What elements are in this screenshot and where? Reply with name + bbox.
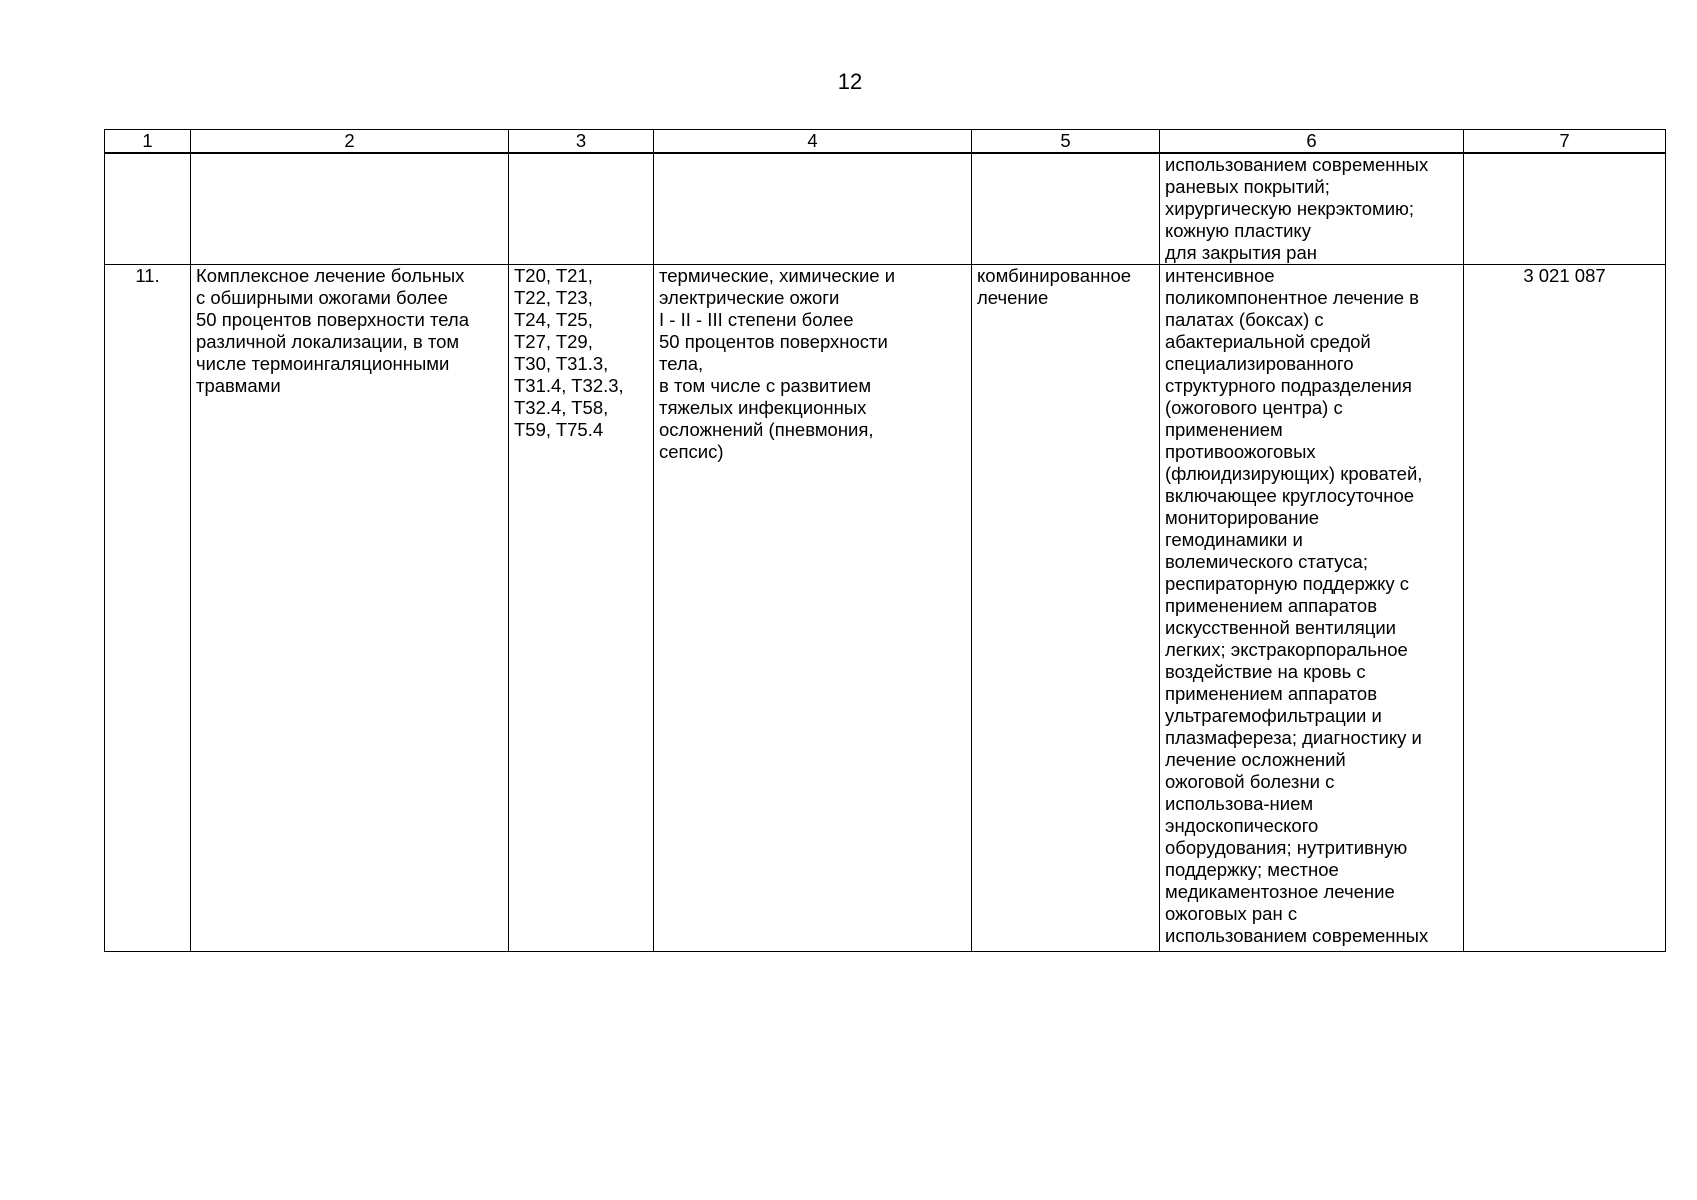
method-continuation-text: использованием современных раневых покрытий; хирургическую некрэктомию; кожную пластику для закрытия ран [1165, 154, 1429, 263]
cell-treatment-method [1160, 265, 1464, 952]
cell-empty [654, 153, 972, 265]
table-row-continuation [105, 153, 1666, 265]
cell-empty [509, 153, 654, 265]
cell-condition [654, 265, 972, 952]
column-header-3: 3 [509, 130, 654, 154]
condition-text: термические, химические и электрические ожоги I - II - III степени более 50 процентов поверхности тела, в том числе с развитием тяжелых инфекционных осложнений (пневмония, сепсис) [659, 265, 896, 462]
column-header-2: 2 [191, 130, 509, 154]
page-number: 12 [837, 69, 863, 94]
column-header-4: 4 [654, 130, 972, 154]
medical-care-table [104, 129, 1666, 952]
cell-cost [1464, 265, 1666, 952]
cell-empty [972, 153, 1160, 265]
column-header-6: 6 [1160, 130, 1464, 154]
table-row [105, 265, 1666, 952]
cell-method-continuation [1160, 153, 1464, 265]
cell-icd-codes [509, 265, 654, 952]
column-number-header-row [105, 130, 1666, 154]
row-number: 11. [135, 265, 160, 286]
treatment-type-text: комбинированное лечение [977, 265, 1132, 308]
cell-treatment-type [972, 265, 1160, 952]
column-header-5: 5 [972, 130, 1160, 154]
cell-row-number [105, 265, 191, 952]
cell-empty [191, 153, 509, 265]
icd-codes-text: T20, T21, T22, T23, T24, T25, T27, T29, T30, T31.3, T31.4, T32.3, T32.4, T58, T59, T75.4 [514, 265, 624, 440]
treatment-method-text: интенсивное поликомпонентное лечение в палатах (боксах) с абактериальной средой специализированного структурного подразделения (ожогового центра) с применением противоожоговых (флюидизирующих) кроватей, включающее круглосуточное мониторирование гемодинамики и волемического статуса; респираторную поддержку с применением аппаратов искусственной вентиляции легких; экстракорпоральное воздействие на кровь с применением аппаратов ультрагемофильтрации и плазмафереза; диагностику и лечение осложнений ожоговой болезни с использова-нием эндоскопического оборудования; нутритивную поддержку; местное медикаментозное лечение ожоговых ран с использованием современных [1165, 265, 1429, 946]
cell-care-name [191, 265, 509, 952]
care-name-text: Комплексное лечение больных с обширными ожогами более 50 процентов поверхности тела различной локализации, в том числе термоингаляционными травмами [196, 265, 470, 396]
column-header-7: 7 [1464, 130, 1666, 154]
cell-empty [105, 153, 191, 265]
column-header-1: 1 [105, 130, 191, 154]
cell-empty [1464, 153, 1666, 265]
cost-value: 3 021 087 [1523, 265, 1606, 286]
